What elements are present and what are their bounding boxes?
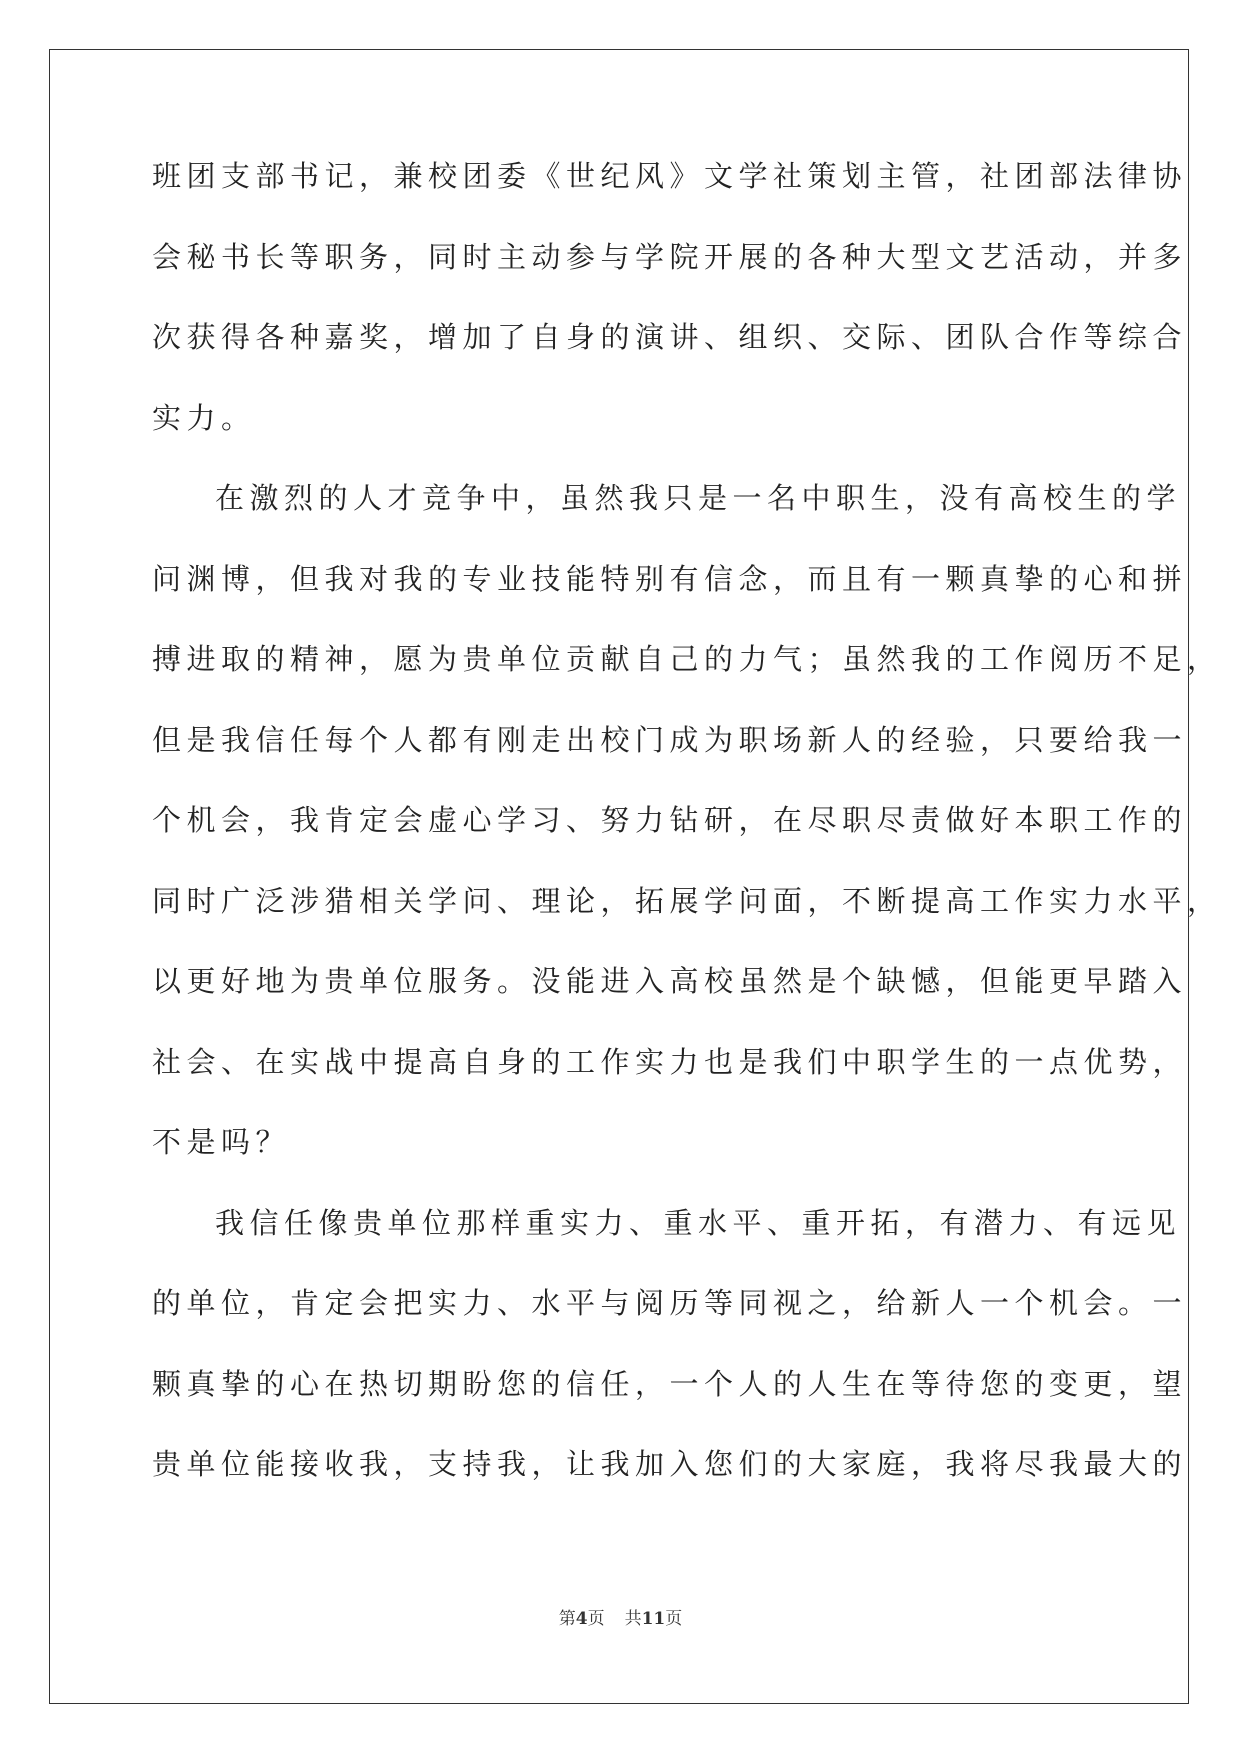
- text-line: 贵单位能接收我，支持我，让我加入您们的大家庭，我将尽我最大的: [152, 1447, 1188, 1481]
- text-line: 我信任像贵单位那样重实力、重水平、重开拓，有潜力、有远见: [215, 1205, 1182, 1240]
- text-line: 个机会，我肯定会虚心学习、努力钻研，在尽职尽责做好本职工作的: [152, 803, 1188, 837]
- text-line: 会秘书长等职务，同时主动参与学院开展的各种大型文艺活动，并多: [152, 239, 1188, 274]
- page-total: 11: [641, 1609, 666, 1629]
- page-footer: [0, 1604, 1241, 1629]
- paragraph-3: [152, 1205, 1188, 1527]
- text-line: 但是我信任每个人都有刚走出校门成为职场新人的经验，只要给我一: [152, 722, 1188, 757]
- total-prefix: 共: [624, 1609, 642, 1629]
- text-line: 以更好地为贵单位服务。没能进入高校虽然是个缺憾，但能更早踏入: [152, 964, 1188, 998]
- document-body: [152, 158, 1222, 1527]
- text-line: 社会、在实战中提高自身的工作实力也是我们中职学生的一点优势，: [152, 1044, 1188, 1079]
- paragraph-1: [152, 158, 1188, 480]
- text-line: 不是吗？: [152, 1125, 291, 1159]
- page-suffix: 页: [587, 1609, 605, 1629]
- total-suffix: 页: [665, 1609, 683, 1629]
- text-line: 在激烈的人才竞争中，虽然我只是一名中职生，没有高校生的学: [215, 481, 1182, 515]
- text-line: 次获得各种嘉奖，增加了自身的演讲、组织、交际、团队合作等综合: [152, 320, 1188, 354]
- text-line: 实力。: [152, 400, 256, 435]
- text-line: 班团支部书记，兼校团委《世纪风》文学社策划主管，社团部法律协: [152, 159, 1188, 193]
- text-line: 的单位，肯定会把实力、水平与阅历等同视之，给新人一个机会。一: [152, 1286, 1188, 1320]
- text-line: 问渊博，但我对我的专业技能特别有信念，而且有一颗真挚的心和拼: [152, 561, 1188, 596]
- text-line: 同时广泛涉猎相关学问、理论，拓展学问面，不断提高工作实力水平，: [152, 883, 1222, 918]
- page-prefix: 第: [558, 1609, 576, 1629]
- page-current: 4: [575, 1609, 588, 1629]
- paragraph-2: [152, 480, 1222, 1205]
- text-line: 搏进取的精神，愿为贵单位贡献自己的力气；虽然我的工作阅历不足，: [152, 642, 1222, 676]
- text-line: 颗真挚的心在热切期盼您的信任，一个人的人生在等待您的变更，望: [152, 1366, 1188, 1401]
